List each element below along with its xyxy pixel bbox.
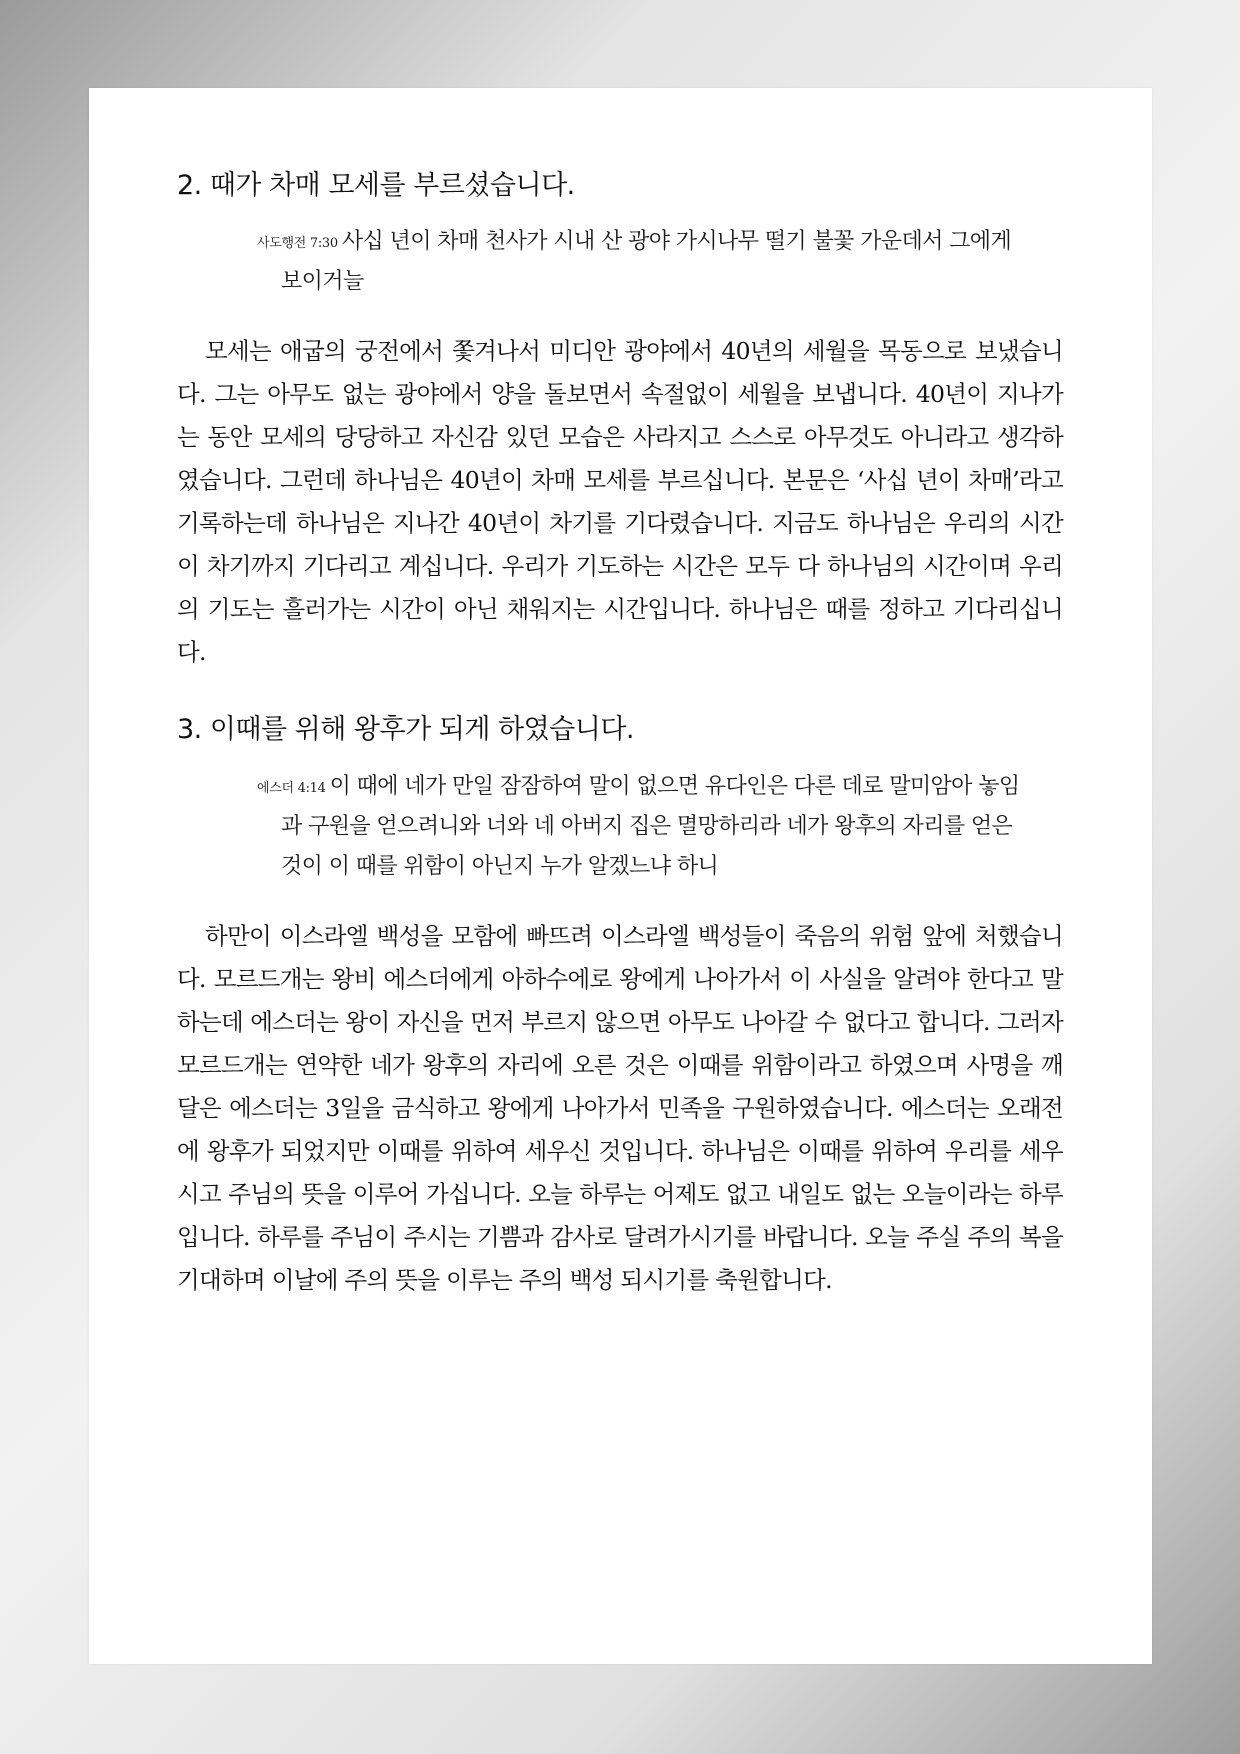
verse-text: 이 때에 네가 만일 잠잠하여 말이 없으면 유다인은 다른 데로 말미암아 놓임과 구원을 얻으려니와 너와 네 아버지 집은 멸망하리라 네가 왕후의 자리를 얻은 것이 이 때를 위함이 아닌지 누가 알겠느냐 하니 [281, 773, 1020, 879]
verse-reference: 에스더 4:14 [257, 780, 326, 796]
body-paragraph: 모세는 애굽의 궁전에서 쫓겨나서 미디안 광야에서 40년의 세월을 목동으로 보냈습니다. 그는 아무도 없는 광야에서 양을 돌보면서 속절없이 세월을 보냅니다. 40년이 지나가는 동안 모세의 당당하고 자신감 있던 모습은 사라지고 스스로 아무것도 아니라고 생각하였습니다. 그런데 하나님은 40년이 차매 모세를 부르십니다. 본문은 ‘사십 년이 차매’라고 기록하는데 하나님은 지나간 40년이 차기를 기다렸습니다. 지금도 하나님은 우리의 시간이 차기까지 기다리고 계십니다. 우리가 기도하는 시간은 모두 다 하나님의 시간이며 우리의 기도는 흘러가는 시간이 아닌 채워지는 시간입니다. 하나님은 때를 정하고 기다리십니다. [177, 337, 1063, 667]
scripture-quote [257, 767, 1021, 887]
body-paragraph: 하만이 이스라엘 백성을 모함에 빠뜨려 이스라엘 백성들이 죽음의 위험 앞에 처했습니다. 모르드개는 왕비 에스더에게 아하수에로 왕에게 나아가서 이 사실을 알려야 한다고 말하는데 에스더는 왕이 자신을 먼저 부르지 않으면 아무도 나아갈 수 없다고 합니다. 그러자 모르드개는 연약한 네가 왕후의 자리에 오른 것은 이때를 위함이라고 하였으며 사명을 깨달은 에스더는 3일을 금식하고 왕에게 나아가서 민족을 구원하였습니다. 에스더는 오래전에 왕후가 되었지만 이때를 위하여 세우신 것입니다. 하나님은 이때를 위하여 우리를 세우시고 주님의 뜻을 이루어 가십니다. 오늘 하루는 어제도 없고 내일도 없는 오늘이라는 하루입니다. 하루를 주님이 주시는 기쁨과 감사로 달려가시기를 바랍니다. 오늘 주실 주의 복을 기대하며 이날에 주의 뜻을 이루는 주의 백성 되시기를 축원합니다. [177, 921, 1063, 1294]
page-content [177, 170, 1063, 1302]
section-heading-2: 2. 때가 차매 모세를 부르셨습니다. [177, 170, 575, 201]
document-page [89, 88, 1152, 1664]
scripture-quote [257, 222, 1021, 302]
section-heading-3: 3. 이때를 위해 왕후가 되게 하였습니다. [177, 714, 634, 746]
verse-reference: 사도행전 7:30 [257, 236, 338, 252]
verse-text: 사십 년이 차매 천사가 시내 산 광야 가시나무 떨기 불꽃 가운데서 그에게 보이거늘 [281, 229, 1012, 295]
